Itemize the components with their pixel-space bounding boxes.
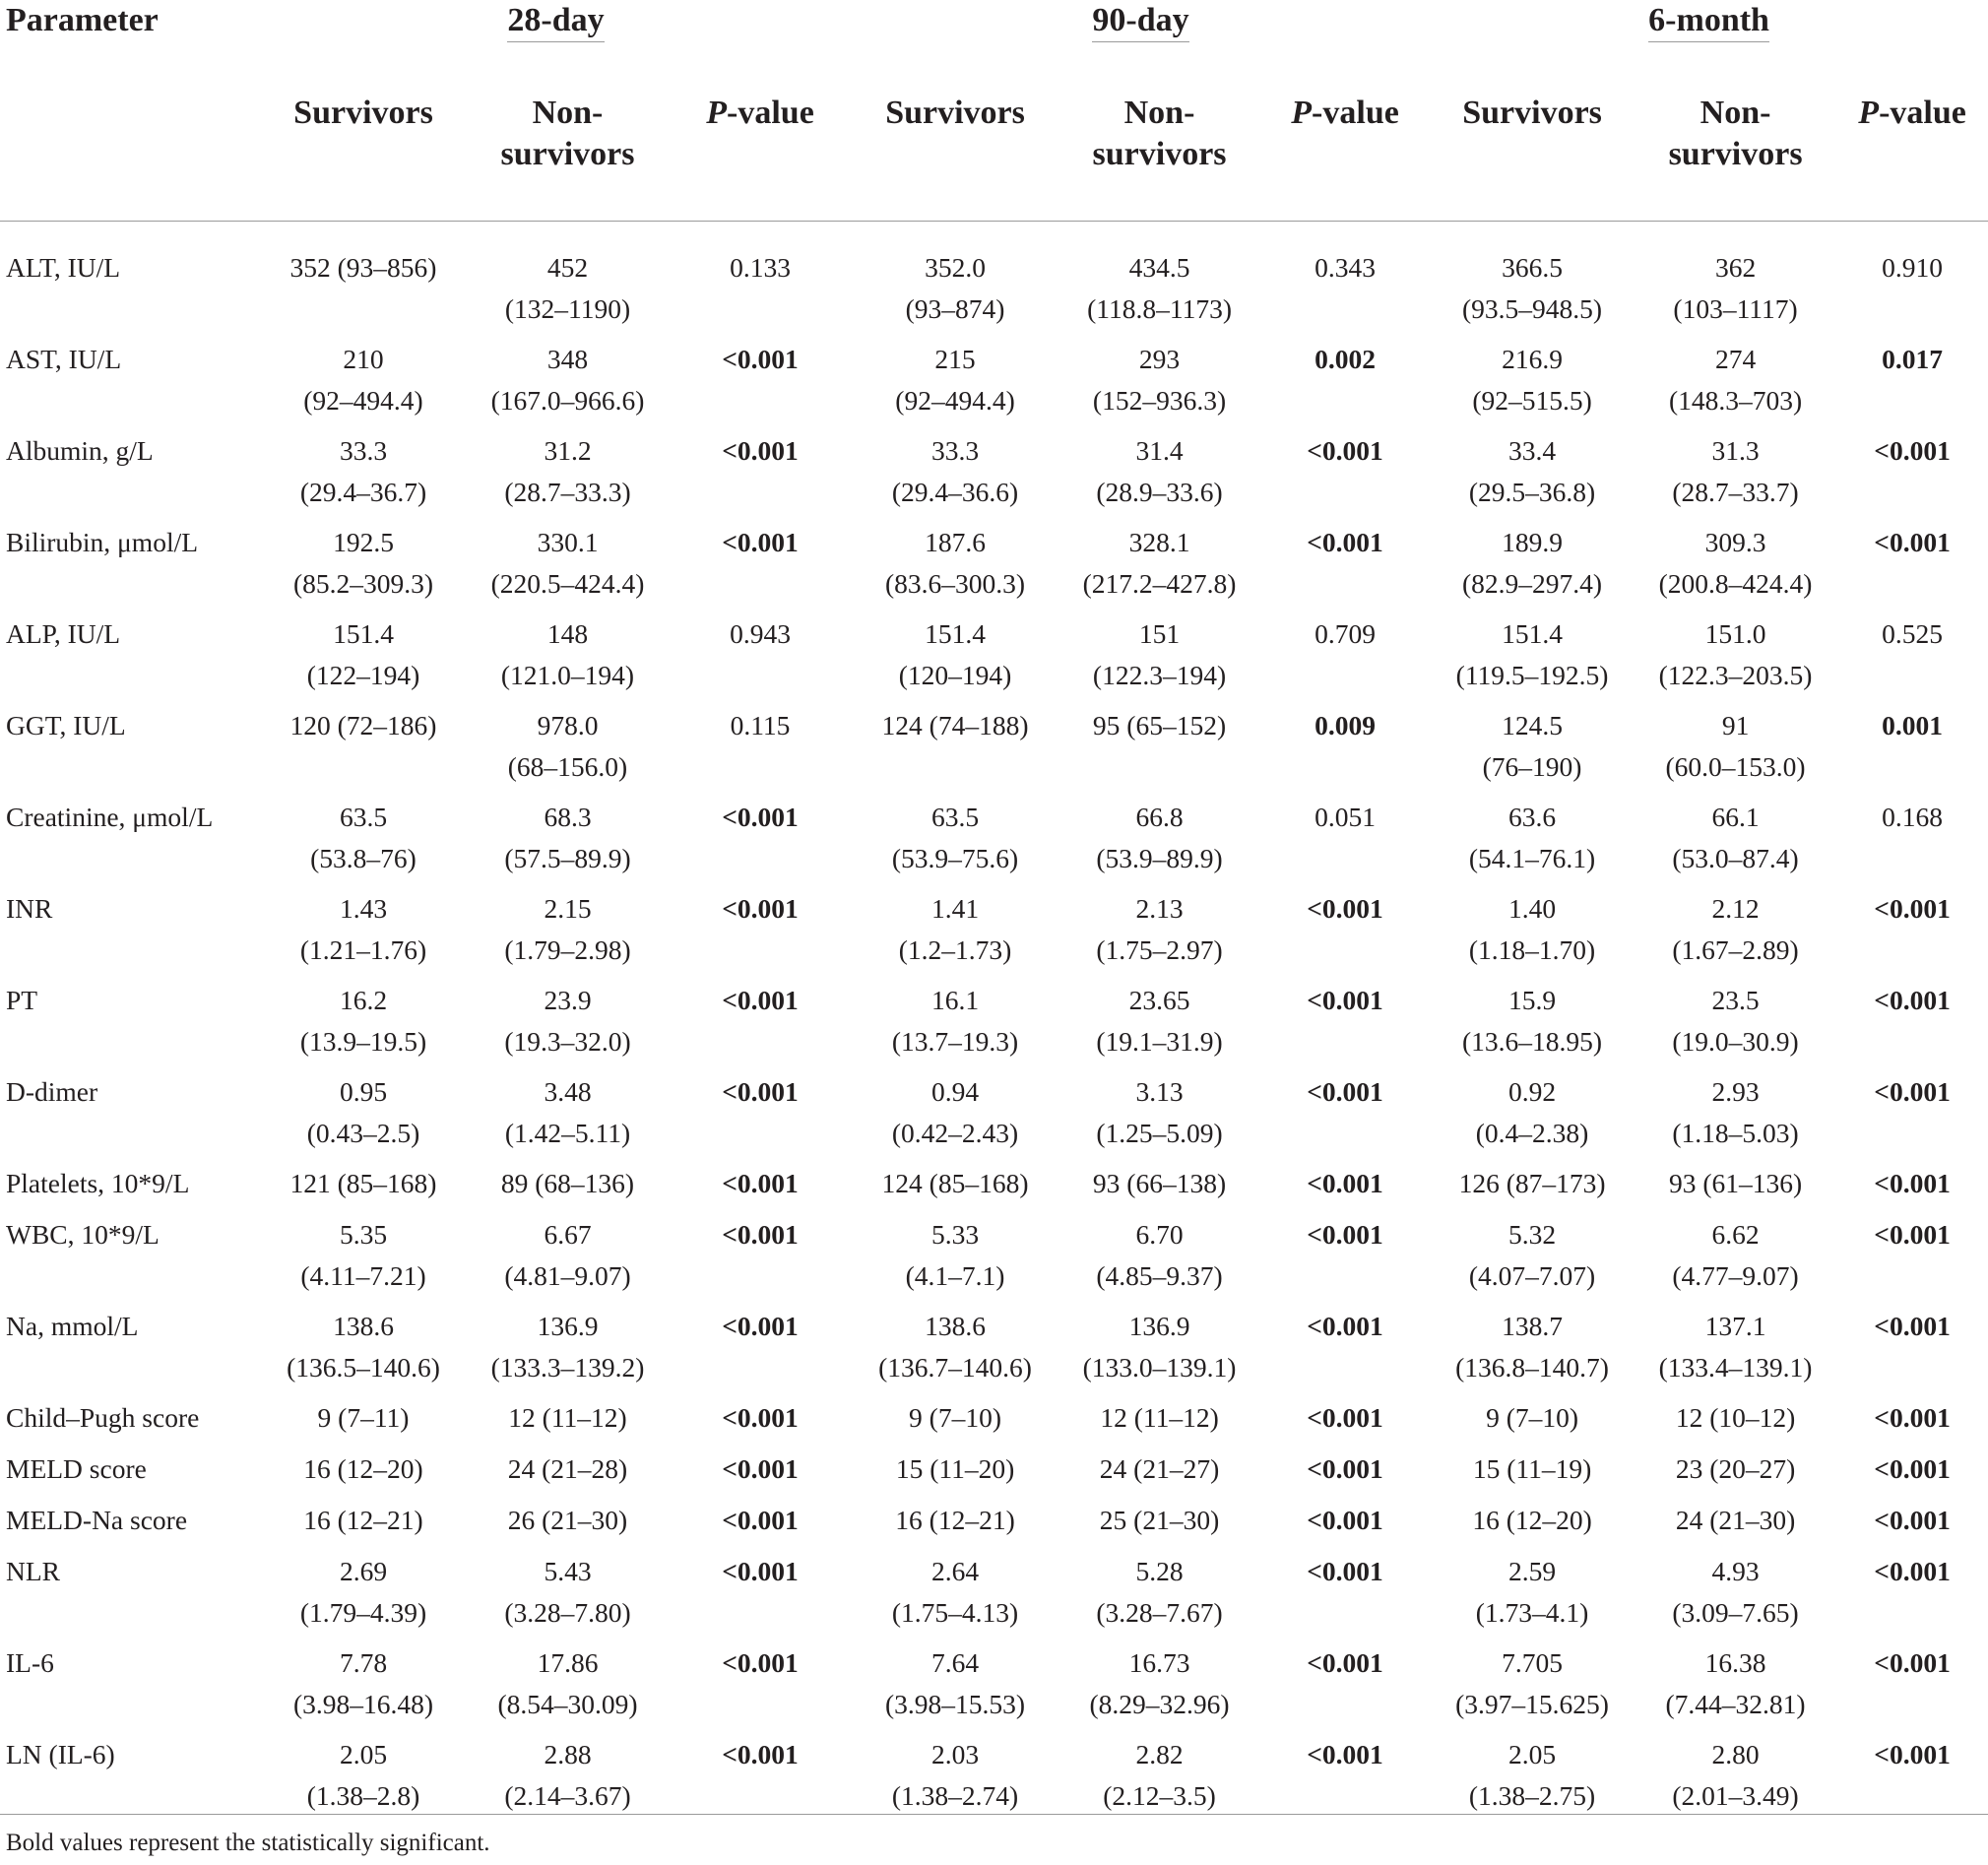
value-cell: 2.03 (1.38–2.74) bbox=[891, 1739, 1019, 1811]
parameter-cell: MELD-Na score bbox=[6, 1505, 188, 1535]
p-value-cell: <0.001 bbox=[722, 1076, 799, 1107]
group-header-row bbox=[0, 0, 1988, 67]
value-cell: 16.73 (8.29–32.96) bbox=[1089, 1647, 1230, 1719]
subheader-row bbox=[0, 67, 1988, 222]
parameter-cell: INR bbox=[6, 893, 53, 924]
value-cell: 124 (74–188) bbox=[881, 710, 1029, 740]
value-cell: 1.41 (1.2–1.73) bbox=[898, 893, 1012, 965]
p-value-cell: <0.001 bbox=[1307, 1311, 1383, 1341]
table-row bbox=[0, 705, 1988, 797]
value-cell: 2.15 (1.79–2.98) bbox=[504, 893, 631, 965]
p-value-cell: <0.001 bbox=[722, 1219, 799, 1250]
value-cell: 26 (21–30) bbox=[507, 1505, 628, 1535]
value-cell: 7.78 (3.98–16.48) bbox=[292, 1647, 434, 1719]
p-value-cell: <0.001 bbox=[722, 527, 799, 557]
p-value-header: P-value bbox=[706, 95, 814, 131]
value-cell: 63.5 (53.9–75.6) bbox=[891, 802, 1019, 873]
value-cell: 7.64 (3.98–15.53) bbox=[884, 1647, 1026, 1719]
value-cell: 17.86 (8.54–30.09) bbox=[497, 1647, 638, 1719]
value-cell: 352.0 (93–874) bbox=[905, 252, 1005, 324]
p-value-cell: <0.001 bbox=[1307, 1219, 1383, 1250]
value-cell: 6.62 (4.77–9.07) bbox=[1672, 1219, 1799, 1291]
table-row bbox=[0, 430, 1988, 522]
table-row bbox=[0, 1642, 1988, 1734]
survivors-header: Survivors bbox=[885, 95, 1025, 131]
value-cell: 68.3 (57.5–89.9) bbox=[504, 802, 631, 873]
group-header-28-day: 28-day bbox=[260, 0, 852, 67]
value-cell: 31.2 (28.7–33.3) bbox=[504, 435, 631, 507]
p-value-cell: <0.001 bbox=[1307, 1402, 1383, 1433]
value-cell: 1.40 (1.18–1.70) bbox=[1468, 893, 1596, 965]
p-value-cell: <0.001 bbox=[1307, 1453, 1383, 1484]
parameter-cell: AST, IU/L bbox=[6, 344, 122, 374]
value-cell: 15 (11–20) bbox=[895, 1453, 1015, 1484]
table-body bbox=[0, 222, 1988, 1827]
non-survivors-header: Non- survivors bbox=[1092, 95, 1227, 172]
p-value-cell: <0.001 bbox=[1874, 893, 1951, 924]
p-value-cell: <0.001 bbox=[1874, 1505, 1951, 1535]
value-cell: 121 (85–168) bbox=[289, 1168, 437, 1198]
table-row bbox=[0, 522, 1988, 613]
value-cell: 31.4 (28.9–33.6) bbox=[1096, 435, 1223, 507]
value-cell: 2.59 (1.73–4.1) bbox=[1475, 1556, 1589, 1628]
parameter-cell: MELD score bbox=[6, 1453, 147, 1484]
p-value-cell: 0.943 bbox=[730, 618, 791, 649]
p-value-cell: <0.001 bbox=[722, 893, 799, 924]
bottom-rule bbox=[0, 1814, 1988, 1815]
value-cell: 23.5 (19.0–30.9) bbox=[1672, 985, 1799, 1057]
p-value-cell: 0.133 bbox=[730, 252, 791, 283]
value-cell: 16.1 (13.7–19.3) bbox=[891, 985, 1019, 1057]
p-value-cell: <0.001 bbox=[1307, 1647, 1383, 1678]
table-header bbox=[0, 0, 1988, 222]
parameter-cell: Child–Pugh score bbox=[6, 1402, 200, 1433]
value-cell: 328.1 (217.2–427.8) bbox=[1082, 527, 1237, 599]
value-cell: 124 (85–168) bbox=[881, 1168, 1029, 1198]
value-cell: 1.43 (1.21–1.76) bbox=[299, 893, 427, 965]
value-cell: 12 (11–12) bbox=[1100, 1402, 1219, 1433]
table-row bbox=[0, 222, 1988, 340]
p-value-cell: <0.001 bbox=[1874, 527, 1951, 557]
value-cell: 33.4 (29.5–36.8) bbox=[1468, 435, 1596, 507]
p-value-cell: 0.017 bbox=[1882, 344, 1944, 374]
p-value-cell: 0.343 bbox=[1315, 252, 1376, 283]
value-cell: 9 (7–11) bbox=[317, 1402, 410, 1433]
parameter-cell: NLR bbox=[6, 1556, 60, 1586]
p-value-cell: 0.002 bbox=[1315, 344, 1376, 374]
parameter-cell: Creatinine, μmol/L bbox=[6, 802, 214, 832]
table-row bbox=[0, 797, 1988, 888]
value-cell: 5.43 (3.28–7.80) bbox=[504, 1556, 631, 1628]
value-cell: 352 (93–856) bbox=[289, 252, 437, 283]
p-value-cell: 0.168 bbox=[1882, 802, 1944, 832]
value-cell: 93 (66–138) bbox=[1092, 1168, 1227, 1198]
value-cell: 2.64 (1.75–4.13) bbox=[891, 1556, 1019, 1628]
p-value-cell: <0.001 bbox=[1874, 1402, 1951, 1433]
non-survivors-header: Non- survivors bbox=[1668, 95, 1803, 172]
p-value-cell: <0.001 bbox=[722, 1505, 799, 1535]
value-cell: 215 (92–494.4) bbox=[895, 344, 1015, 416]
value-cell: 3.48 (1.42–5.11) bbox=[504, 1076, 631, 1148]
p-value-cell: <0.001 bbox=[1307, 985, 1383, 1015]
p-value-cell: <0.001 bbox=[1874, 1076, 1951, 1107]
p-value-cell: <0.001 bbox=[1874, 1556, 1951, 1586]
value-cell: 0.94 (0.42–2.43) bbox=[891, 1076, 1019, 1148]
value-cell: 274 (148.3–703) bbox=[1668, 344, 1803, 416]
value-cell: 12 (11–12) bbox=[508, 1402, 627, 1433]
p-value-cell: <0.001 bbox=[1874, 1647, 1951, 1678]
value-cell: 89 (68–136) bbox=[500, 1168, 635, 1198]
p-value-cell: <0.001 bbox=[1874, 985, 1951, 1015]
value-cell: 16 (12–21) bbox=[303, 1505, 423, 1535]
value-cell: 16 (12–20) bbox=[303, 1453, 423, 1484]
survivors-header: Survivors bbox=[1462, 95, 1602, 131]
value-cell: 9 (7–10) bbox=[1486, 1402, 1579, 1433]
p-value-cell: <0.001 bbox=[722, 1453, 799, 1484]
p-value-cell: 0.051 bbox=[1315, 802, 1376, 832]
p-value-cell: <0.001 bbox=[722, 1647, 799, 1678]
footnote: Bold values represent the statistically significant. bbox=[6, 1830, 490, 1856]
p-value-cell: <0.001 bbox=[1874, 435, 1951, 466]
p-value-cell: 0.115 bbox=[730, 710, 791, 740]
value-cell: 151.4 (120–194) bbox=[898, 618, 1012, 690]
value-cell: 2.82 (2.12–3.5) bbox=[1103, 1739, 1216, 1811]
parameter-cell: PT bbox=[6, 985, 38, 1015]
value-cell: 2.93 (1.18–5.03) bbox=[1672, 1076, 1799, 1148]
value-cell: 151.0 (122.3–203.5) bbox=[1658, 618, 1813, 690]
value-cell: 124.5 (76–190) bbox=[1482, 710, 1582, 782]
table-row bbox=[0, 1551, 1988, 1642]
p-value-cell: <0.001 bbox=[722, 344, 799, 374]
value-cell: 151.4 (119.5–192.5) bbox=[1455, 618, 1609, 690]
value-cell: 138.6 (136.5–140.6) bbox=[287, 1311, 440, 1383]
value-cell: 16 (12–21) bbox=[895, 1505, 1015, 1535]
table-row bbox=[0, 1163, 1988, 1214]
p-value-cell: <0.001 bbox=[722, 802, 799, 832]
value-cell: 9 (7–10) bbox=[909, 1402, 1001, 1433]
p-value-cell: <0.001 bbox=[722, 985, 799, 1015]
p-value-cell: 0.709 bbox=[1315, 618, 1376, 649]
p-value-cell: 0.910 bbox=[1882, 252, 1944, 283]
value-cell: 189.9 (82.9–297.4) bbox=[1462, 527, 1603, 599]
value-cell: 5.35 (4.11–7.21) bbox=[300, 1219, 426, 1291]
value-cell: 5.32 (4.07–7.07) bbox=[1468, 1219, 1596, 1291]
value-cell: 362 (103–1117) bbox=[1673, 252, 1798, 324]
value-cell: 15.9 (13.6–18.95) bbox=[1462, 985, 1603, 1057]
value-cell: 6.67 (4.81–9.07) bbox=[504, 1219, 631, 1291]
value-cell: 24 (21–27) bbox=[1099, 1453, 1220, 1484]
table-row bbox=[0, 1397, 1988, 1448]
value-cell: 309.3 (200.8–424.4) bbox=[1658, 527, 1813, 599]
value-cell: 4.93 (3.09–7.65) bbox=[1672, 1556, 1799, 1628]
p-value-cell: <0.001 bbox=[1307, 893, 1383, 924]
value-cell: 0.92 (0.4–2.38) bbox=[1475, 1076, 1589, 1148]
parameter-cell: IL-6 bbox=[6, 1647, 54, 1678]
table-row bbox=[0, 613, 1988, 705]
value-cell: 138.6 (136.7–140.6) bbox=[878, 1311, 1032, 1383]
p-value-cell: <0.001 bbox=[1874, 1453, 1951, 1484]
value-cell: 293 (152–936.3) bbox=[1092, 344, 1227, 416]
non-survivors-header: Non- survivors bbox=[500, 95, 635, 172]
p-value-cell: <0.001 bbox=[1307, 1739, 1383, 1769]
parameter-cell: ALP, IU/L bbox=[6, 618, 121, 649]
parameter-cell: GGT, IU/L bbox=[6, 710, 126, 740]
parameter-cell: Na, mmol/L bbox=[6, 1311, 139, 1341]
parameter-cell: WBC, 10*9/L bbox=[6, 1219, 160, 1250]
p-value-cell: <0.001 bbox=[1307, 1168, 1383, 1198]
value-cell: 3.13 (1.25–5.09) bbox=[1096, 1076, 1223, 1148]
table-row bbox=[0, 888, 1988, 980]
value-cell: 2.12 (1.67–2.89) bbox=[1672, 893, 1799, 965]
value-cell: 348 (167.0–966.6) bbox=[490, 344, 645, 416]
value-cell: 151.4 (122–194) bbox=[306, 618, 420, 690]
parameter-cell: LN (IL-6) bbox=[6, 1739, 115, 1769]
table-row bbox=[0, 1214, 1988, 1306]
value-cell: 66.8 (53.9–89.9) bbox=[1096, 802, 1223, 873]
value-cell: 2.80 (2.01–3.49) bbox=[1672, 1739, 1799, 1811]
value-cell: 15 (11–19) bbox=[1472, 1453, 1592, 1484]
value-cell: 24 (21–30) bbox=[1675, 1505, 1796, 1535]
p-value-cell: <0.001 bbox=[722, 1402, 799, 1433]
p-value-cell: <0.001 bbox=[1307, 527, 1383, 557]
value-cell: 25 (21–30) bbox=[1099, 1505, 1220, 1535]
value-cell: 137.1 (133.4–139.1) bbox=[1658, 1311, 1813, 1383]
value-cell: 136.9 (133.0–139.1) bbox=[1082, 1311, 1237, 1383]
p-value-cell: <0.001 bbox=[722, 435, 799, 466]
value-cell: 2.88 (2.14–3.67) bbox=[504, 1739, 631, 1811]
p-value-cell: <0.001 bbox=[1307, 1556, 1383, 1586]
p-value-cell: 0.009 bbox=[1315, 710, 1376, 740]
p-value-cell: <0.001 bbox=[1307, 435, 1383, 466]
value-cell: 0.95 (0.43–2.5) bbox=[306, 1076, 420, 1148]
value-cell: 2.13 (1.75–2.97) bbox=[1096, 893, 1223, 965]
value-cell: 33.3 (29.4–36.7) bbox=[299, 435, 427, 507]
p-value-cell: <0.001 bbox=[722, 1311, 799, 1341]
value-cell: 148 (121.0–194) bbox=[500, 618, 635, 690]
parameter-cell: D-dimer bbox=[6, 1076, 98, 1107]
value-cell: 5.33 (4.1–7.1) bbox=[905, 1219, 1005, 1291]
p-value-header: P-value bbox=[1291, 95, 1399, 131]
value-cell: 23 (20–27) bbox=[1675, 1453, 1796, 1484]
value-cell: 31.3 (28.7–33.7) bbox=[1672, 435, 1799, 507]
value-cell: 16.38 (7.44–32.81) bbox=[1665, 1647, 1806, 1719]
value-cell: 2.05 (1.38–2.75) bbox=[1468, 1739, 1596, 1811]
value-cell: 216.9 (92–515.5) bbox=[1472, 344, 1592, 416]
table-row bbox=[0, 339, 1988, 430]
value-cell: 63.5 (53.8–76) bbox=[310, 802, 417, 873]
value-cell: 12 (10–12) bbox=[1675, 1402, 1796, 1433]
table-row bbox=[0, 1500, 1988, 1551]
parameter-cell: ALT, IU/L bbox=[6, 252, 121, 283]
value-cell: 192.5 (85.2–309.3) bbox=[292, 527, 434, 599]
parameter-cell: Platelets, 10*9/L bbox=[6, 1168, 190, 1198]
p-value-cell: <0.001 bbox=[722, 1739, 799, 1769]
value-cell: 366.5 (93.5–948.5) bbox=[1462, 252, 1603, 324]
p-value-cell: <0.001 bbox=[722, 1556, 799, 1586]
value-cell: 187.6 (83.6–300.3) bbox=[884, 527, 1026, 599]
value-cell: 16 (12–20) bbox=[1472, 1505, 1592, 1535]
value-cell: 126 (87–173) bbox=[1458, 1168, 1606, 1198]
table-row bbox=[0, 1448, 1988, 1500]
table-row bbox=[0, 1734, 1988, 1826]
parameter-cell: Albumin, g/L bbox=[6, 435, 154, 466]
value-cell: 66.1 (53.0–87.4) bbox=[1672, 802, 1799, 873]
parameter-cell: Bilirubin, μmol/L bbox=[6, 527, 199, 557]
table-row bbox=[0, 1306, 1988, 1397]
p-value-cell: <0.001 bbox=[1307, 1076, 1383, 1107]
survivors-header: Survivors bbox=[293, 95, 433, 131]
value-cell: 91 (60.0–153.0) bbox=[1665, 710, 1806, 782]
p-value-cell: <0.001 bbox=[1874, 1168, 1951, 1198]
p-value-cell: <0.001 bbox=[1874, 1739, 1951, 1769]
p-value-cell: <0.001 bbox=[722, 1168, 799, 1198]
parameter-header: Parameter bbox=[6, 2, 159, 38]
value-cell: 2.69 (1.79–4.39) bbox=[299, 1556, 427, 1628]
value-cell: 434.5 (118.8–1173) bbox=[1087, 252, 1232, 324]
p-value-header: P-value bbox=[1858, 95, 1966, 131]
group-header-90-day: 90-day bbox=[852, 0, 1430, 67]
value-cell: 24 (21–28) bbox=[507, 1453, 628, 1484]
value-cell: 452 (132–1190) bbox=[504, 252, 631, 324]
value-cell: 93 (61–136) bbox=[1668, 1168, 1803, 1198]
value-cell: 330.1 (220.5–424.4) bbox=[490, 527, 645, 599]
value-cell: 2.05 (1.38–2.8) bbox=[306, 1739, 420, 1811]
value-cell: 23.65 (19.1–31.9) bbox=[1096, 985, 1223, 1057]
value-cell: 6.70 (4.85–9.37) bbox=[1096, 1219, 1223, 1291]
value-cell: 978.0 (68–156.0) bbox=[507, 710, 628, 782]
value-cell: 136.9 (133.3–139.2) bbox=[490, 1311, 645, 1383]
p-value-cell: 0.001 bbox=[1882, 710, 1944, 740]
value-cell: 120 (72–186) bbox=[289, 710, 437, 740]
value-cell: 7.705 (3.97–15.625) bbox=[1455, 1647, 1609, 1719]
value-cell: 138.7 (136.8–140.7) bbox=[1455, 1311, 1609, 1383]
value-cell: 23.9 (19.3–32.0) bbox=[504, 985, 631, 1057]
table-row bbox=[0, 1071, 1988, 1163]
value-cell: 95 (65–152) bbox=[1092, 710, 1227, 740]
group-header-6-month: 6-month bbox=[1430, 0, 1988, 67]
value-cell: 210 (92–494.4) bbox=[303, 344, 423, 416]
p-value-cell: <0.001 bbox=[1874, 1311, 1951, 1341]
value-cell: 151 (122.3–194) bbox=[1092, 618, 1227, 690]
p-value-cell: <0.001 bbox=[1874, 1219, 1951, 1250]
table-row bbox=[0, 980, 1988, 1071]
value-cell: 16.2 (13.9–19.5) bbox=[299, 985, 427, 1057]
p-value-cell: 0.525 bbox=[1882, 618, 1944, 649]
value-cell: 5.28 (3.28–7.67) bbox=[1096, 1556, 1223, 1628]
p-value-cell: <0.001 bbox=[1307, 1505, 1383, 1535]
value-cell: 63.6 (54.1–76.1) bbox=[1468, 802, 1596, 873]
value-cell: 33.3 (29.4–36.6) bbox=[891, 435, 1019, 507]
